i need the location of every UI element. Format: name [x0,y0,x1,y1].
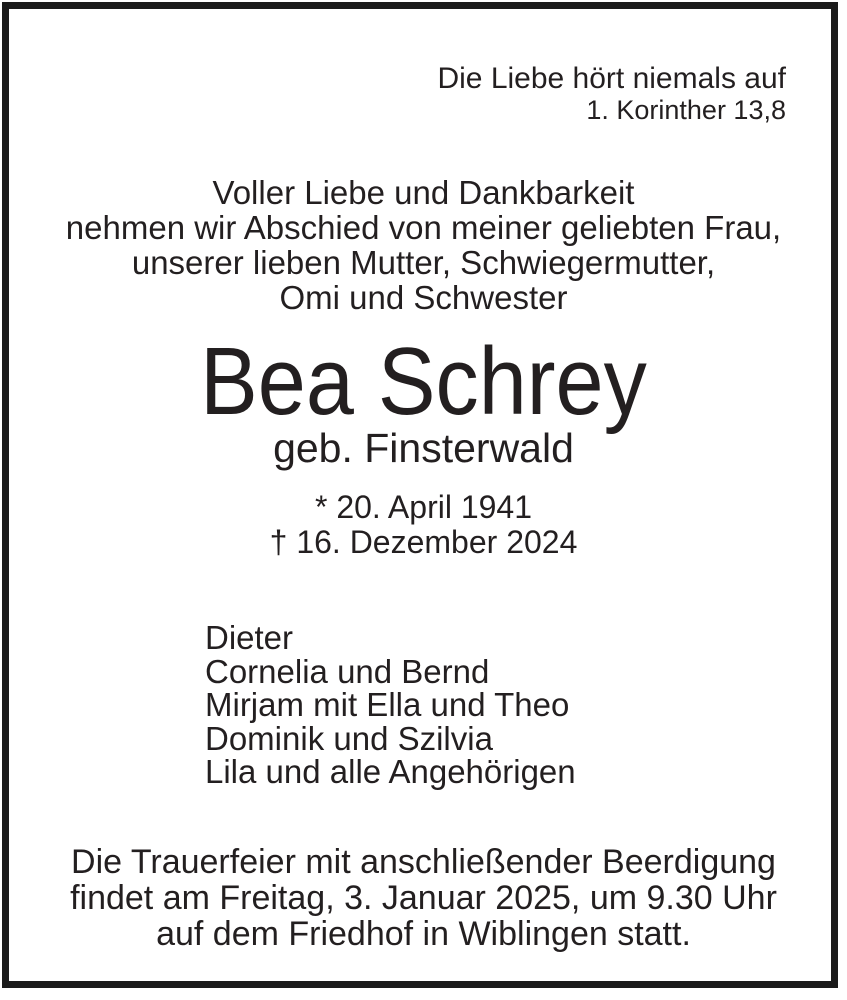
mourner-name: Dieter [205,619,294,656]
scripture-quote [437,62,786,126]
intro-line: Voller Liebe und Dankbarkeit [212,174,635,211]
funeral-line: auf dem Friedhof in Wiblingen statt. [156,915,691,953]
mourners-list [205,621,576,789]
intro-line: unserer lieben Mutter, Schwiegermutter, [131,244,716,281]
mourner-name: Dominik und Szilvia [205,719,493,757]
birth-date: * 20. April 1941 [314,489,533,525]
quote-source: 1. Korinther 13,8 [586,95,786,125]
deceased-name: Bea Schrey [200,328,647,435]
mourner-name: Cornelia und Bernd [205,652,490,690]
intro-line: nehmen wir Abschied von meiner geliebten Frau, [65,209,782,246]
mourner-name: Lila und alle Angehörigen [205,753,576,790]
funeral-line: Die Trauerfeier mit anschließender Beerdigung [71,843,776,881]
death-date: † 16. Dezember 2024 [269,524,578,560]
intro-line: Omi und Schwester [279,279,568,316]
life-dates [0,490,847,560]
intro-text [0,175,847,315]
quote-text: Die Liebe hört niemals auf [437,62,786,95]
funeral-line: findet am Freitag, 3. Januar 2025, um 9.30 Uhr [70,879,777,917]
mourner-name: Mirjam mit Ella und Theo [205,686,570,723]
funeral-info [0,844,847,952]
maiden-name: geb. Finsterwald [273,425,574,471]
